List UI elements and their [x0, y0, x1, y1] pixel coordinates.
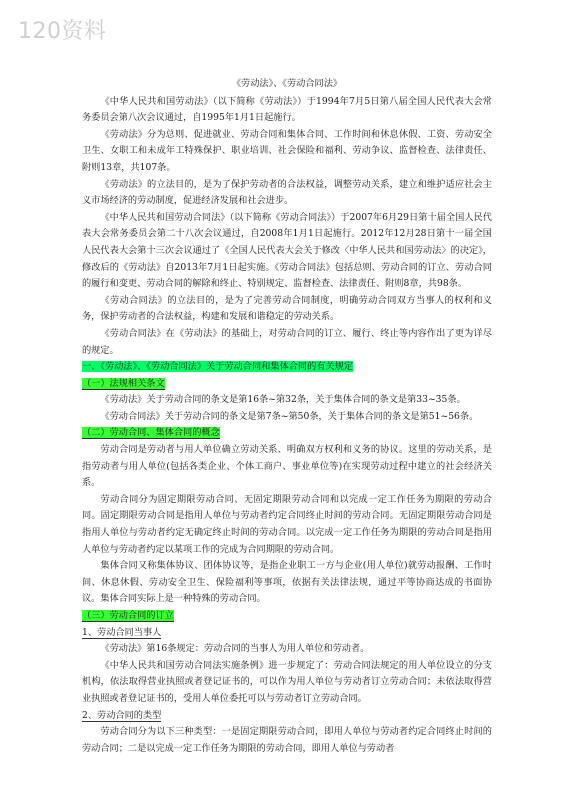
item-heading-text: 1、劳动合同当事人: [82, 626, 162, 638]
paragraph: 《中华人民共和国劳动合同法实施条例》进一步规定了：劳动合同法规定的用人单位设立的分支机构，依法取得营业执照或者登记证书的，可以作为用人单位与劳动者订立劳动合同；未依法取得营业执照或者登记证书的，受用人单位委托可以与劳动者订立劳动合同。: [82, 659, 492, 704]
paragraph: 劳动合同分为固定期限劳动合同、无固定期限劳动合同和以完成一定工作任务为期限的劳动合同。固定期限劳动合同是指用人单位与劳动者约定合同终止时间的劳动合同。无固定期限劳动合同是指用人单位与劳动者约定无确定终止时间的劳动合同。以完成一定工作任务为期限的劳动合同是指用人单位与劳动者约定以某项工作的完成为合同期限的劳动合同。: [82, 493, 492, 555]
paragraph: 《劳动法》分为总则、促进就业、劳动合同和集体合同、工作时间和休息休假、工资、劳动安全卫生、女职工和未成年工特殊保护、职业培训、社会保险和福利、劳动争议、监督检查、法律责任、附则13章，共107条。: [82, 128, 492, 173]
paragraph: 《劳动合同法》关于劳动合同的条文是第7条~第50条，关于集体合同的条文是第51~56条。: [100, 410, 479, 422]
paragraph: 集体合同又称集体协议、团体协议等，是指企业职工一方与企业(用人单位)就劳动报酬、工作时间、休息休假、劳动安全卫生、保险福利等事项，依据有关法律法规，通过平等协商达成的书面协议。集体合同实际上是一种特殊的劳动合同。: [82, 560, 492, 605]
document-body: [82, 76, 492, 757]
subsection-heading: [82, 376, 492, 393]
paragraph: 《中华人民共和国劳动合同法》（以下简称《劳动合同法》）于2007年6月29日第十届全国人民代表大会常务委员会第二十八次会议通过，自2008年1月1日起施行。2012年12月28日第十一届全国人民代表大会第十三次会议通过了《全国人民代表大会关于修改〈中华人民共和国劳动法〉的决定》，修改后的《劳动法》自2013年7月1日起实施。《劳动合同法》包括总则、劳动合同的订立、劳动合同的履行和变更、劳动合同的解除和终止、特别规定、监督检查、法律责任、附则8章，共98条。: [82, 211, 492, 290]
section-heading: [82, 359, 492, 376]
paragraph: 《劳动法》第16条规定：劳动合同的当事人为用人单位和劳动者。: [100, 643, 370, 655]
paragraph: 《劳动合同法》在《劳动法》的基础上，对劳动合同的订立、履行、终止等内容作出了更为详尽的规定。: [82, 327, 492, 356]
item-heading-text: 2、劳动合同的类型: [82, 709, 162, 721]
subsection-heading-text: （二）劳动合同、集体合同的概念: [82, 427, 220, 439]
subsection-heading: [82, 608, 492, 625]
paragraph: 《劳动法》关于劳动合同的条文是第16条~第32条，关于集体合同的条文是第33~35条。: [100, 394, 466, 406]
paragraph: 《劳动法》的立法目的，是为了保护劳动者的合法权益，调整劳动关系，建立和维护适应社会主义市场经济的劳动制度，促进经济发展和社会进步。: [82, 178, 492, 207]
subsection-heading-text: （一）法规相关条文: [82, 377, 165, 389]
subsection-heading: [82, 425, 492, 442]
item-heading: [82, 625, 492, 642]
document-title: 《劳动法》、《劳动合同法》: [231, 78, 343, 89]
paragraph: 劳动合同是劳动者与用人单位确立劳动关系、明确双方权利和义务的协议。这里的劳动关系，是指劳动者与用人单位(包括各类企业、个体工商户、事业单位等)在实现劳动过程中建立的社会经济关系。: [82, 444, 492, 489]
paragraph: 《中华人民共和国劳动法》（以下简称《劳动法》）于1994年7月5日第八届全国人民代表大会常务委员会第八次会议通过，自1995年1月1日起施行。: [82, 95, 492, 124]
paragraph: 劳动合同分为以下三种类型：一是固定期限劳动合同，即用人单位与劳动者约定合同终止时间的劳动合同；二是以完成一定工作任务为期限的劳动合同，即用人单位与劳动者: [82, 726, 492, 754]
paragraph: 《劳动合同法》的立法目的，是为了完善劳动合同制度，明确劳动合同双方当事人的权利和义务，保护劳动者的合法权益，构建和发展和谐稳定的劳动关系。: [82, 294, 492, 323]
section-heading-text: 一、《劳动法》、《劳动合同法》关于劳动合同和集体合同的有关规定: [82, 361, 354, 373]
item-heading: [82, 708, 492, 725]
watermark-logo: 120资料: [18, 19, 107, 44]
subsection-heading-text: （三）劳动合同的订立: [82, 610, 174, 621]
